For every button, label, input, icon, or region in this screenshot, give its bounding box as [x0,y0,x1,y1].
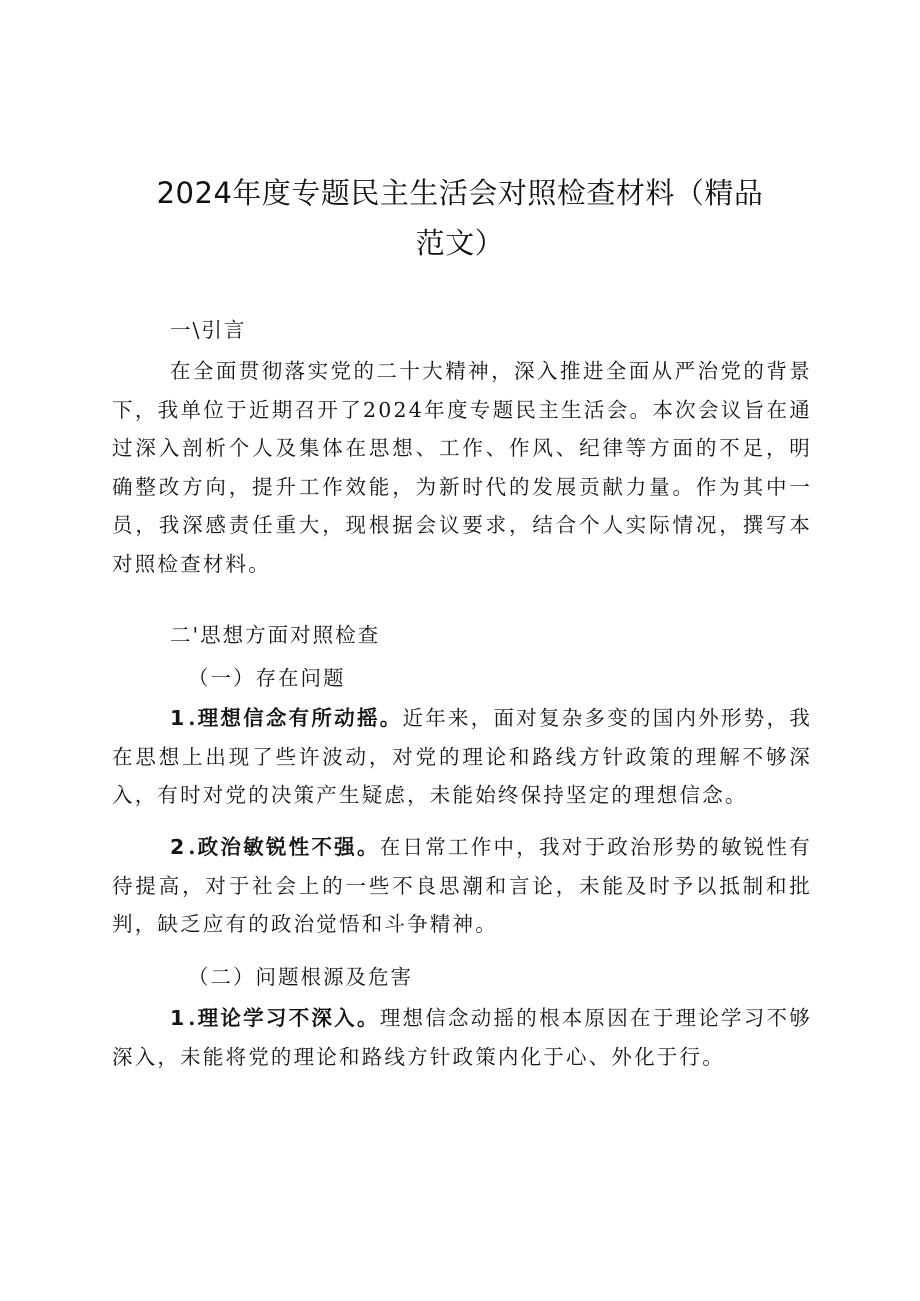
item-number: 1 [170,706,189,730]
item-text: 理想信念动摇的根本原因在于理论学习不够深入，未能将党的理论和路线方针政策内化于心、外化于行。 [112,1006,812,1069]
item-text: 在日常工作中，我对于政治形势的敏锐性有待提高，对于社会上的一些不良思潮和言论，未能及时予以抵制和批判，缺乏应有的政治觉悟和斗争精神。 [112,835,812,936]
document-title: 2024年度专题民主生活会对照检查材料（精品范文） [156,176,764,260]
item-lead: .理想信念有所动摇。 [188,706,403,730]
item-number: 1 [170,1006,189,1030]
section-heading-ideology: 二'思想方面对照检查 [170,623,381,647]
item-lead: .理论学习不深入。 [188,1006,380,1030]
item-number: 2 [170,835,189,859]
item-text: 近年来，面对复杂多变的国内外形势，我在思想上出现了些许波动，对党的理论和路线方针政策的理解不够深入，有时对党的决策产生疑虑，未能始终保持坚定的理想信念。 [112,706,812,807]
introduction-paragraph: 在全面贯彻落实党的二十大精神，深入推进全面从严治党的背景下，我单位于近期召开了2024年度专题民主生活会。本次会议旨在通过深入剖析个人及集体在思想、工作、作风、纪律等方面的不足，明确整改方向，提升工作效能，为新时代的发展贡献力量。作为其中一员，我深感责任重大，现根据会议要求，结合个人实际情况，撰写本对照检查材料。 [112,359,812,576]
list-item [112,699,812,815]
list-item [112,828,812,944]
subsection-heading-root-causes: （二）问题根源及危害 [188,965,413,989]
section-heading-introduction: 一\引言 [170,318,247,342]
subsection-heading-problems: （一）存在问题 [188,666,346,690]
item-lead: .政治敏锐性不强。 [188,835,380,859]
list-item [112,999,812,1076]
